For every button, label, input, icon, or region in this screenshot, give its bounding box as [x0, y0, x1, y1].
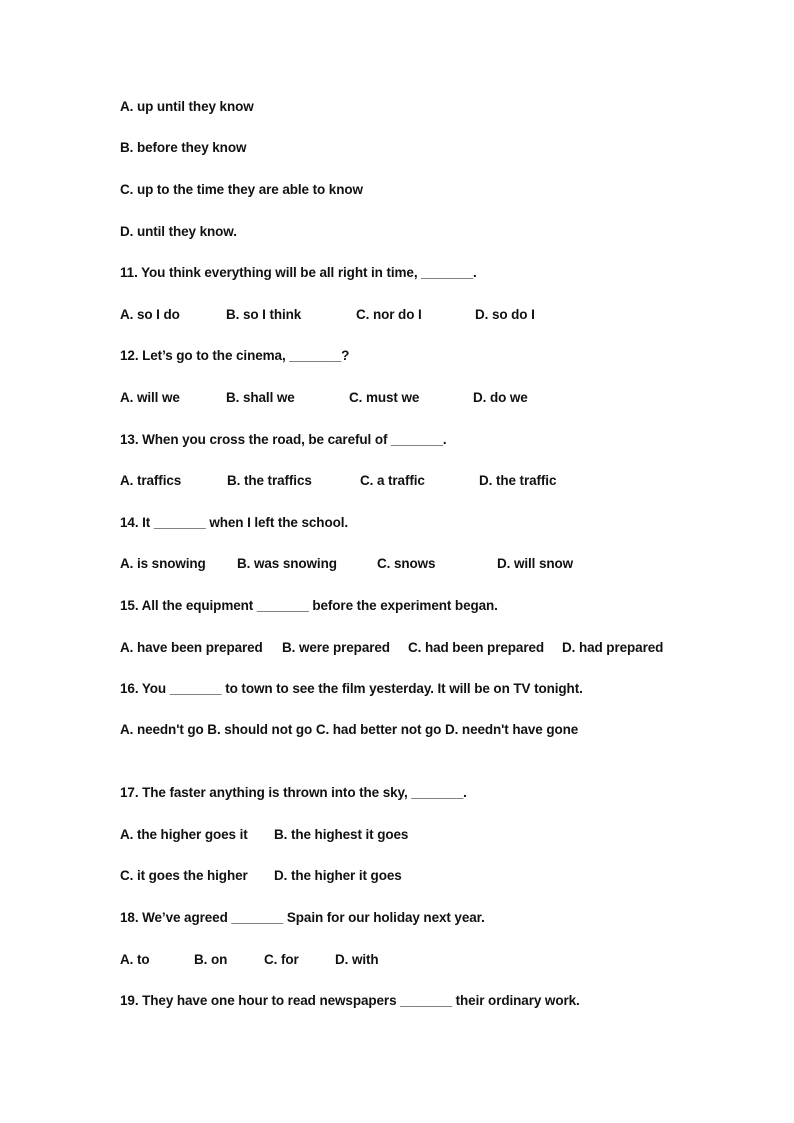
- prev-option-d: D. until they know.: [120, 224, 237, 239]
- question-13-option-a: A. traffics: [120, 473, 182, 488]
- question-13-stem: 13. When you cross the road, be careful of _______.: [120, 432, 447, 447]
- question-12-option-b: B. shall we: [226, 390, 295, 405]
- question-17-option-b: B. the highest it goes: [274, 827, 409, 842]
- question-17-stem: 17. The faster anything is thrown into the sky, _______.: [120, 785, 467, 800]
- question-17-option-a: A. the higher goes it: [120, 827, 248, 842]
- question-11-option-b: B. so I think: [226, 307, 302, 322]
- question-12-option-c: C. must we: [349, 390, 420, 405]
- question-18-option-c: C. for: [264, 952, 299, 967]
- question-11-stem: 11. You think everything will be all right in time, _______.: [120, 265, 477, 280]
- question-14-stem: 14. It _______ when I left the school.: [120, 515, 349, 530]
- question-18-option-a: A. to: [120, 952, 150, 967]
- question-13-option-b: B. the traffics: [227, 473, 312, 488]
- question-12-stem: 12. Let’s go to the cinema, _______?: [120, 348, 350, 363]
- question-14-option-a: A. is snowing: [120, 556, 206, 571]
- question-11-option-a: A. so I do: [120, 307, 180, 322]
- question-19-stem: 19. They have one hour to read newspapers _______ their ordinary work.: [120, 993, 580, 1008]
- question-17-option-c: C. it goes the higher: [120, 868, 248, 883]
- question-15-option-d: D. had prepared: [562, 640, 664, 655]
- question-15-option-b: B. were prepared: [282, 640, 390, 655]
- question-16-options: A. needn't go B. should not go C. had better not go D. needn't have gone: [120, 722, 579, 737]
- question-13-option-c: C. a traffic: [360, 473, 425, 488]
- question-11-option-d: D. so do I: [475, 307, 535, 322]
- question-11-option-c: C. nor do I: [356, 307, 422, 322]
- question-14-option-d: D. will snow: [497, 556, 574, 571]
- question-16-stem: 16. You _______ to town to see the film yesterday. It will be on TV tonight.: [120, 681, 583, 696]
- question-18-option-b: B. on: [194, 952, 228, 967]
- prev-option-a: A. up until they know: [120, 99, 254, 114]
- question-18-stem: 18. We’ve agreed _______ Spain for our holiday next year.: [120, 910, 485, 925]
- question-13-option-d: D. the traffic: [479, 473, 557, 488]
- prev-option-b: B. before they know: [120, 140, 247, 155]
- prev-option-c: C. up to the time they are able to know: [120, 182, 363, 197]
- question-15-stem: 15. All the equipment _______ before the experiment began.: [120, 598, 498, 613]
- question-15-option-c: C. had been prepared: [408, 640, 545, 655]
- question-17-option-d: D. the higher it goes: [274, 868, 402, 883]
- question-15-option-a: A. have been prepared: [120, 640, 263, 655]
- question-14-option-c: C. snows: [377, 556, 436, 571]
- question-12-option-a: A. will we: [120, 390, 180, 405]
- question-18-option-d: D. with: [335, 952, 379, 967]
- question-12-option-d: D. do we: [473, 390, 528, 405]
- question-14-option-b: B. was snowing: [237, 556, 337, 571]
